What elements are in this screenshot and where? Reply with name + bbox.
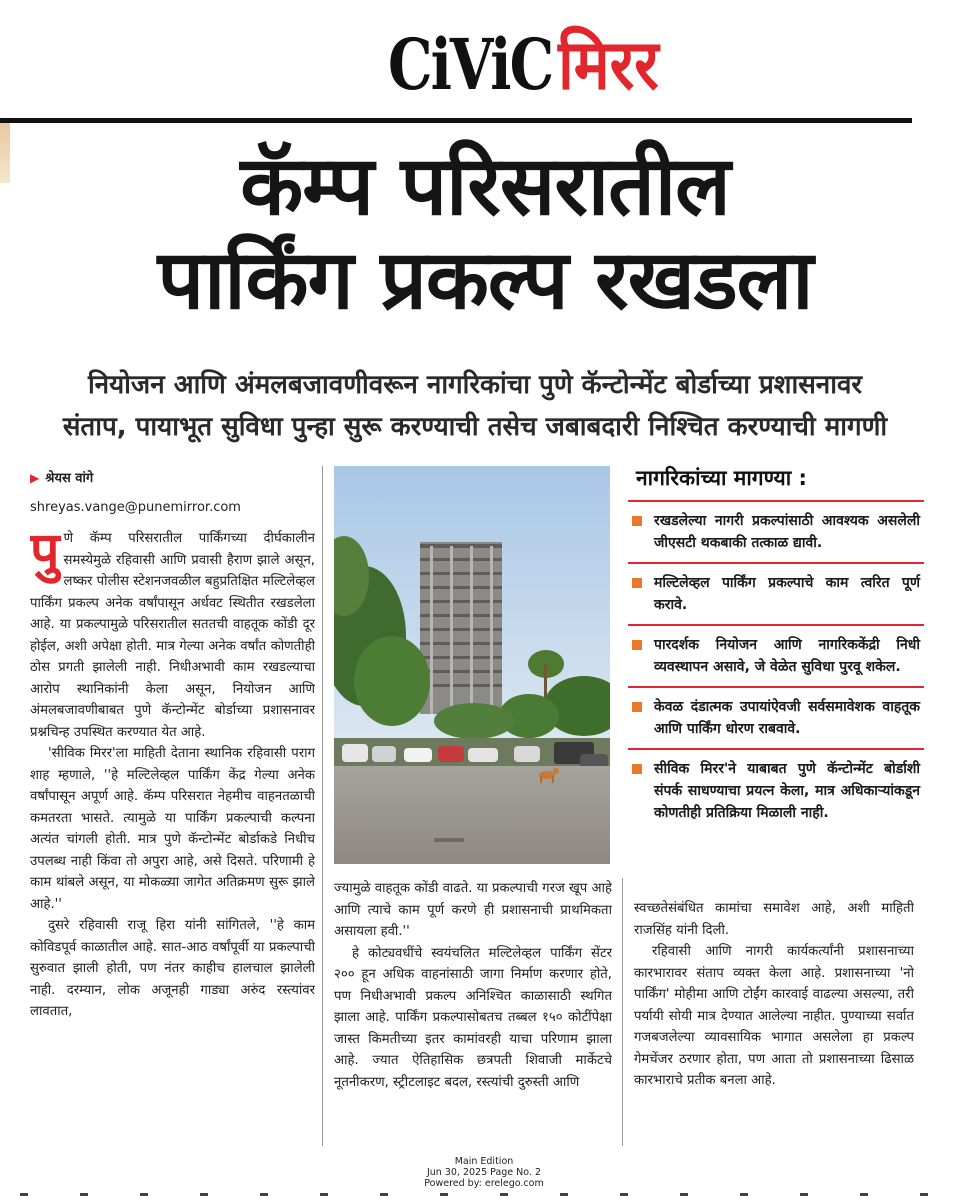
masthead xyxy=(0,0,968,118)
demand-item: केवळ दंडात्मक उपायांऐवजी सर्वसमावेशक वाहतूक आणि पार्किंग धोरण राबवावे. xyxy=(628,686,924,748)
bullet-square-icon xyxy=(632,640,642,650)
headline-line-1: कॅम्प परिसरातील xyxy=(240,139,730,234)
demands-box xyxy=(628,462,924,832)
article-paragraph: हे कोट्यवधींचे स्वयंचलित मल्टिलेव्हल पार्किंग सेंटर २०० हून अधिक वाहनांसाठी जागा निर्माण करणार होते, पण निधीअभावी प्रकल्प अनिश्चित काळासाठी स्थगित झाला आहे. पार्किंग प्रकल्पासोबतच तब्बल १५० कोटींपेक्षा जास्त किमतीच्या इतर कामांवरही याचा परिणाम झाला आहे. ज्यात ऐतिहासिक छत्रपती शिवाजी मार्केटचे नूतनीकरण, स्ट्रीटलाइट बदल, रस्त्यांची दुरुस्ती आणि xyxy=(334,945,612,1090)
bullet-square-icon xyxy=(632,764,642,774)
subheadline-line-2: संताप, पायाभूत सुविधा पुन्हा सुरू करण्याची तसेच जबाबदारी निश्चित करण्याची मागणी xyxy=(62,412,888,442)
parking-building-photo xyxy=(334,466,610,864)
masthead-rule xyxy=(0,118,912,123)
article-paragraph: 'सीविक मिरर'ला माहिती देताना स्थानिक रहिवासी पराग शाह म्हणाले, ''हे मल्टिलेव्हल पार्किंग केंद्र गेल्या अनेक वर्षांपासून अपूर्ण आहे. कॅम्प परिसरात नेहमीच वाहनतळाची कमतरता भासते. त्यामुळे या पार्किंग प्रकल्पाची कल्पना अत्यंत चांगली होती. मात्र पुणे कॅन्टोन्मेंट बोर्डाकडे निधीच उपलब्ध नाही किंवा तो अपुरा आहे, असे दिसते. परिणामी हे काम थांबले असून, या मोकळ्या जागेत अतिक्रमण सुरू झाले आहे.'' xyxy=(30,746,315,912)
bullet-square-icon xyxy=(632,516,642,526)
article-paragraph: पुणे कॅम्प परिसरातील पार्किंगच्या दीर्घकालीन समस्येमुळे रहिवासी आणि प्रवासी हैराण झाले असून, लष्कर पोलीस स्टेशनजवळील बहुप्रतिक्षित मल्टिलेव्हल पार्किंग प्रकल्प अनेक वर्षांपासून अर्धवट स्थितीत रखडलेला आहे. या प्रकल्पामुळे परिसरातील सततची वाहतूक कोंडी दूर होईल, अशी अपेक्षा होती. मात्र गेल्या अनेक वर्षांत कोणतीही ठोस प्रगती झालेली नाही. निधीअभावी काम रखडल्याचा आरोप स्थानिकांनी केला असून, नियोजन आणि अंमलबजावणीबाबत पुणे कॅन्टोन्मेंट बोर्डाच्या प्रशासनावर प्रश्नचिन्ह उपस्थित करण्यात येत आहे. xyxy=(30,528,315,740)
date-page-label: Jun 30, 2025 Page No. 2 xyxy=(426,1167,542,1178)
newspaper-logo xyxy=(388,8,659,107)
bottom-dashed-rule xyxy=(20,1193,950,1196)
demand-item: मल्टिलेव्हल पार्किंग प्रकल्पाचे काम त्वरित पूर्ण करावे. xyxy=(628,562,924,624)
bullet-square-icon xyxy=(632,578,642,588)
logo-civic: CiViC xyxy=(388,23,553,107)
drop-cap: पु xyxy=(30,528,60,582)
logo-mirror: मिरर xyxy=(558,25,659,106)
article-paragraph: रहिवासी आणि नागरी कार्यकर्त्यांनी प्रशासनाच्या कारभारावर संताप व्यक्त केला आहे. प्रशासनाच्या 'नो पार्किंग' मोहीमा आणि टोईंग कारवाई वाढल्या असल्या, तरी पर्यायी सोयी मात्र देण्यात आलेल्या नाहीत. पुण्याच्या सर्वात गजबजलेल्या व्यावसायिक भागात असलेला हा प्रकल्प गेमचेंजर ठरणार होता, पण आता तो प्रशासनाच्या ढिसाळ कारभाराचे प्रतीक बनला आहे. xyxy=(634,944,914,1088)
author-name: श्रेयस वांगे xyxy=(45,471,94,486)
subheadline xyxy=(20,364,930,448)
page-edge-decoration xyxy=(0,123,10,183)
article-photo xyxy=(334,466,610,864)
article-paragraph: स्वच्छतेसंबंधित कामांचा समावेश आहे, अशी माहिती राजसिंह यांनी दिली. xyxy=(634,901,914,938)
demands-title: नागरिकांच्या मागण्या : xyxy=(636,466,807,490)
article-paragraph: दुसरे रहिवासी राजू हिरा यांनी सांगितले, ''हे काम कोविडपूर्व काळातील आहे. सात-आठ वर्षांपूर्वी या प्रकल्पाची सुरुवात झाली होती, पण नंतर काहीच हालचाल झालेली नाही. दरम्यान, लोक अजूनही गाड्या अरुंद रस्त्यांवर लावतात, xyxy=(30,918,315,1019)
demand-item: सीविक मिरर'ने याबाबत पुणे कॅन्टोन्मेंट बोर्डाशी संपर्क साधण्याचा प्रयत्न केला, मात्र अधिकाऱ्यांकडून कोणतीही प्रतिक्रिया मिळाली नाही. xyxy=(628,748,924,832)
article-column-2 xyxy=(334,878,612,1148)
headline-line-2: पार्किंग प्रकल्प रखडला xyxy=(157,233,813,328)
article-paragraph: ज्यामुळे वाहतूक कोंडी वाढते. या प्रकल्पाची गरज खूप आहे आणि त्याचे काम पूर्ण करणे ही प्रशासनाची प्राथमिकता असायला हवी.'' xyxy=(334,881,612,939)
column-divider xyxy=(322,466,323,1146)
byline xyxy=(30,468,93,486)
demand-item: पारदर्शक नियोजन आणि नागरिककेंद्री निधी व्यवस्थापन असावे, जे वेळेत सुविधा पुरवू शकेल. xyxy=(628,624,924,686)
page-footer xyxy=(0,1156,968,1189)
author-email: shreyas.vange@punemirror.com xyxy=(30,500,241,515)
headline xyxy=(40,140,930,328)
demand-item: रखडलेल्या नागरी प्रकल्पांसाठी आवश्यक असलेली जीएसटी थकबाकी तत्काळ द्यावी. xyxy=(628,500,924,562)
subheadline-line-1: नियोजन आणि अंमलबजावणीवरून नागरिकांचा पुणे कॅन्टोन्मेंट बोर्डाच्या प्रशासनावर xyxy=(87,370,863,400)
byline-arrow-icon: ▶ xyxy=(30,471,40,485)
edition-label: Main Edition xyxy=(454,1156,514,1167)
article-column-3 xyxy=(634,898,914,1148)
column-divider xyxy=(622,878,623,1146)
powered-by-label: Powered by: erelego.com xyxy=(424,1178,544,1189)
article-column-1 xyxy=(30,528,315,1148)
bullet-square-icon xyxy=(632,702,642,712)
